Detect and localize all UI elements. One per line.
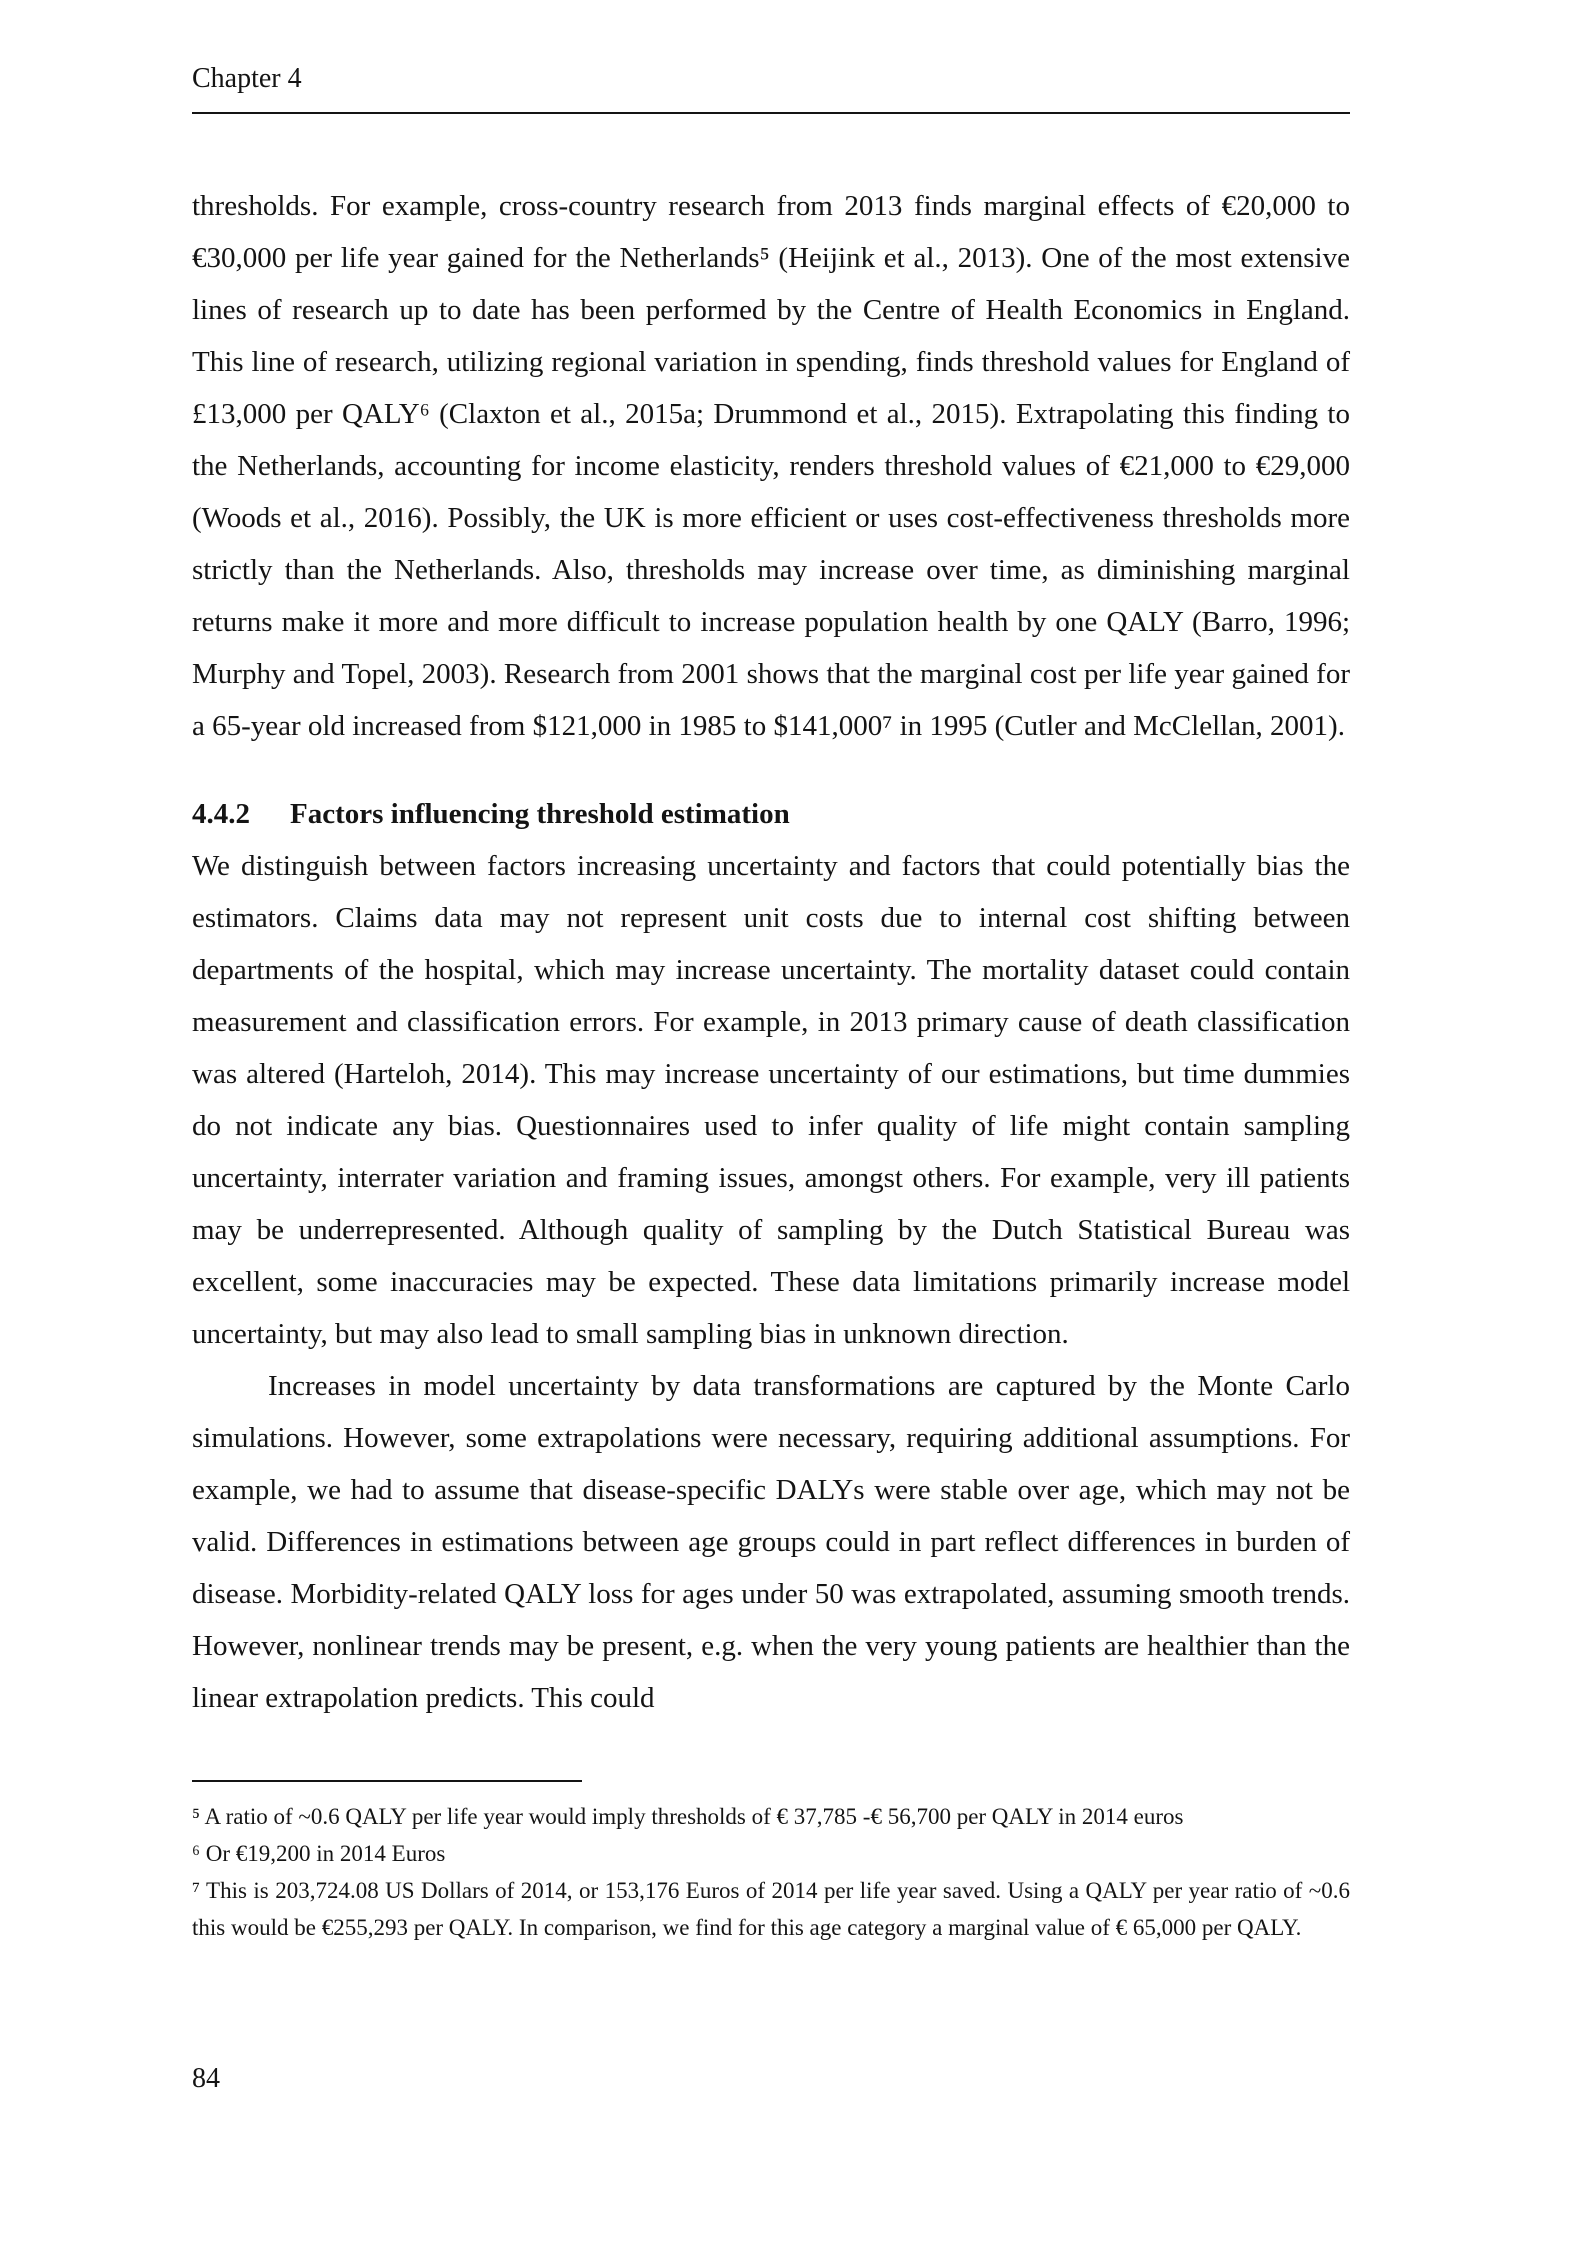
section-number: 4.4.2 <box>192 798 250 830</box>
footnote-6: ⁶ Or €19,200 in 2014 Euros <box>192 1841 446 1866</box>
section-title: Factors influencing threshold estimation <box>290 798 790 830</box>
page-header <box>192 62 1350 114</box>
section-heading <box>192 788 1350 840</box>
page-number: 84 <box>192 2063 220 2094</box>
chapter-title: Chapter 4 <box>192 63 302 94</box>
footnote-section <box>192 1780 1350 1946</box>
page-content <box>192 180 1350 1724</box>
footnote-5: ⁵ A ratio of ~0.6 QALY per life year would imply thresholds of € 37,785 -€ 56,700 per QALY in 2014 euros <box>192 1804 1184 1829</box>
body-paragraph-factors: We distinguish between factors increasing uncertainty and factors that could potentially bias the estimators. Claims data may not represent unit costs due to internal cost shifting between departments of the hospital, which may increase uncertainty. The mortality dataset could contain measurement and classification errors. For example, in 2013 primary cause of death classification was altered (Harteloh, 2014). This may increase uncertainty of our estimations, but time dummies do not indicate any bias. Questionnaires used to infer quality of life might contain sampling uncertainty, interrater variation and framing issues, amongst others. For example, very ill patients may be underrepresented. Although quality of sampling by the Dutch Statistical Bureau was excellent, some inaccuracies may be expected. These data limitations primarily increase model uncertainty, but may also lead to small sampling bias in unknown direction. <box>192 850 1350 1350</box>
body-paragraph-thresholds: thresholds. For example, cross-country research from 2013 finds marginal effects of €20,000 to €30,000 per life year gained for the Netherlands⁵ (Heijink et al., 2013). One of the most extensive lines of research up to date has been performed by the Centre of Health Economics in England. This line of research, utilizing regional variation in spending, finds threshold values for England of £13,000 per QALY⁶ (Claxton et al., 2015a; Drummond et al., 2015). Extrapolating this finding to the Netherlands, accounting for income elasticity, renders threshold values of €21,000 to €29,000 (Woods et al., 2016). Possibly, the UK is more efficient or uses cost-effectiveness thresholds more strictly than the Netherlands. Also, thresholds may increase over time, as diminishing marginal returns make it more and more difficult to increase population health by one QALY (Barro, 1996; Murphy and Topel, 2003). Research from 2001 shows that the marginal cost per life year gained for a 65-year old increased from $121,000 in 1985 to $141,000⁷ in 1995 (Cutler and McClellan, 2001). <box>192 190 1350 742</box>
footnote-7: ⁷ This is 203,724.08 US Dollars of 2014, or 153,176 Euros of 2014 per life year saved. Using a QALY per year ratio of ~0.6 this would be €255,293 per QALY. In comparison, we find for this age category a marginal value of € 65,000 per QALY. <box>192 1878 1350 1940</box>
footnote-separator-rule <box>192 1780 582 1782</box>
body-paragraph-uncertainty: Increases in model uncertainty by data transformations are captured by the Monte Carlo simulations. However, some extrapolations were necessary, requiring additional assumptions. For example, we had to assume that disease-specific DALYs were stable over age, which may not be valid. Differences in estimations between age groups could in part reflect differences in burden of disease. Morbidity-related QALY loss for ages under 50 was extrapolated, assuming smooth trends. However, nonlinear trends may be present, e.g. when the very young patients are healthier than the linear extrapolation predicts. This could <box>192 1370 1350 1714</box>
